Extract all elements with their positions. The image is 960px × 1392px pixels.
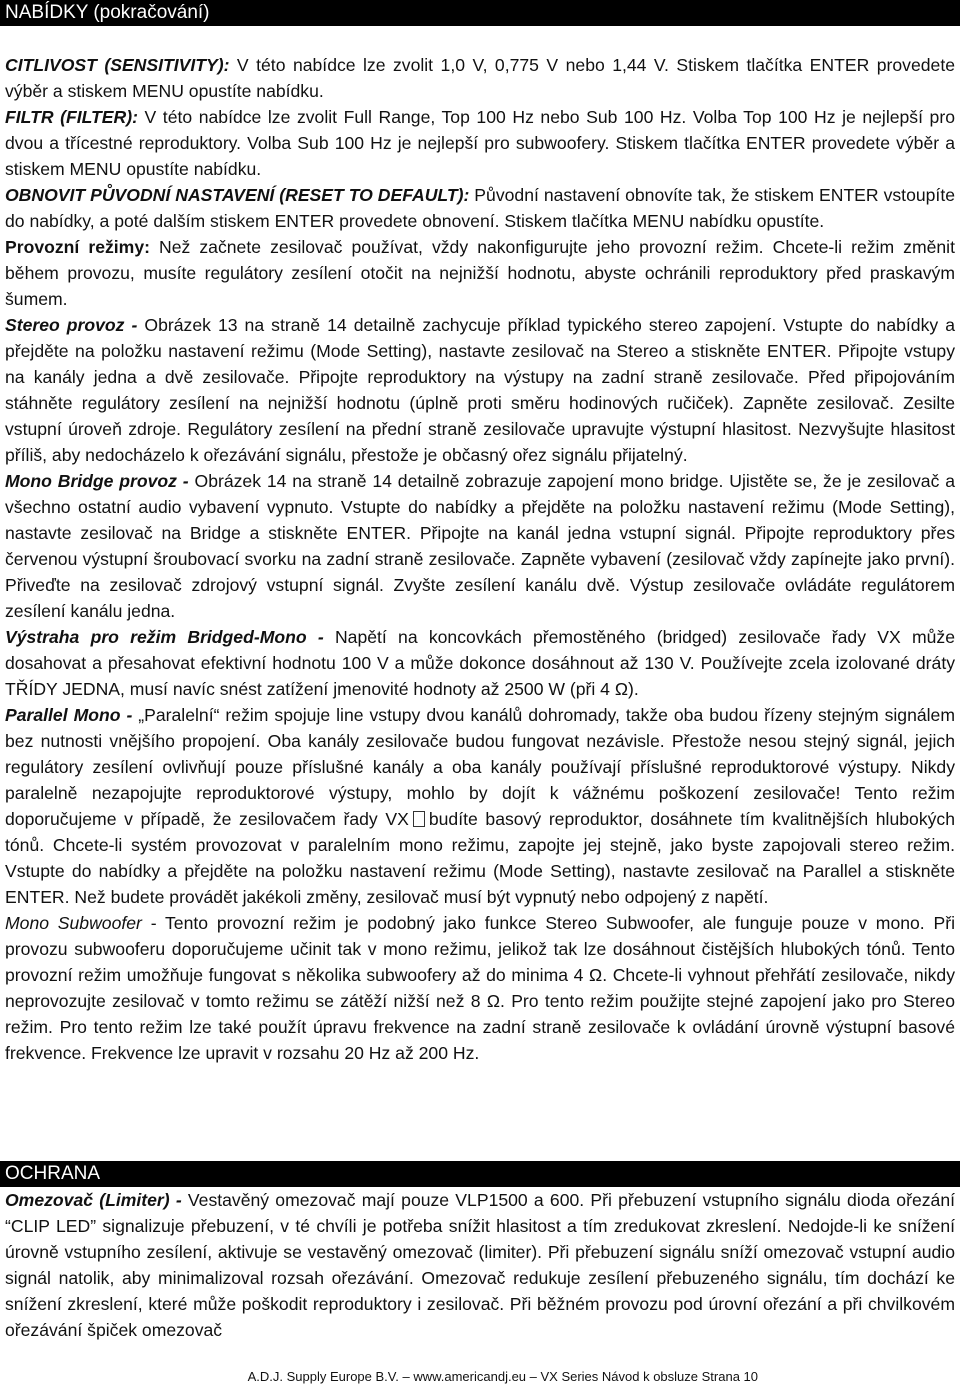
parallel-text-a: „Paralelní“ režim spojuje line vstupy dvou kanálů dohromady, takže oba budou řízeny stejným signálem bez nutnosti vnějšího propojení. Oba kanály zesilovače budou fungovat nezávisle. Přestože nesou stejný signál, jejich regulátory zesílení ovlivňují pouze příslušné kanály a oba kanály používají příslušné reproduktorové výstupy. Nikdy paralelně nezapojujte reproduktorové výstupy, mohlo by dojít k vážnému poškození zesilovače! Tento režim doporučujeme v případě, že zesilovačem řady VX [5, 705, 955, 829]
warning-label: Výstraha pro režim Bridged-Mono - [5, 627, 324, 647]
paragraph-sensitivity [5, 52, 955, 104]
limiter-text: Vestavěný omezovač mají pouze VLP1500 a 600. Při přebuzení vstupního signálu dioda ořezání “CLIP LED” signalizuje přebuzení, v té chvíli je potřeba snížit hlasitost a tím zredukovat zkreslení. Nedojde-li ke snížení úrovně vstupního zesílení, aktivuje se vestavěný omezovač (limiter). Při přebuzení signálu sníží omezovač vstupní audio signál natolik, aby minimalizoval rozsah ořezávání. Omezovač redukuje zesílení přebuzeného signálu, tím dochází ke snížení zkreslení, které může poškodit reproduktory i zesilovač. Při běžném provozu pod úrovní ořezání a při chvilkovém ořezávání špiček omezovač [5, 1190, 955, 1340]
warning-text: Napětí na koncovkách přemostěného (bridged) zesilovače řady VX může dosahovat a přesahovat efektivní hodnotu 100 V a může dokonce dosáhnout až 130 V. Používejte zcela izolované dráty TŘÍDY JEDNA, musí navíc snést zatížení jmenovité hodnoty až 2500 W (při 4 Ω). [5, 627, 955, 699]
paragraph-mono-subwoofer [5, 910, 955, 1066]
menus-body [5, 52, 955, 1066]
reset-label: OBNOVIT PŮVODNÍ NASTAVENÍ (RESET TO DEFAULT): [5, 185, 470, 205]
limiter-label: Omezovač (Limiter) - [5, 1190, 182, 1210]
paragraph-stereo [5, 312, 955, 468]
mono-bridge-label: Mono Bridge provoz - [5, 471, 189, 491]
page-footer [248, 1368, 758, 1386]
protection-body [5, 1187, 955, 1343]
section-title: NABÍDKY (pokračování) [5, 2, 210, 23]
modes-label: Provozní režimy: [5, 237, 150, 257]
stereo-label: Stereo provoz - [5, 315, 138, 335]
footer-text: A.D.J. Supply Europe B.V. – www.americandj.eu – VX Series Návod k obsluze Strana 10 [247, 1369, 758, 1384]
paragraph-limiter [5, 1187, 955, 1343]
paragraph-reset [5, 182, 955, 234]
stereo-text: Obrázek 13 na straně 14 detailně zachycuje příklad typického stereo zapojení. Vstupte do nabídky a přejděte na položku nastavení režimu (Mode Setting), nastavte zesilovač na Stereo a stiskněte ENTER. Připojte vstupy na kanály jedna a dvě zesilovače. Připojte reproduktory na výstupy na zadní straně zesilovače. Před připojováním stáhněte regulátory zesílení na nejnižší hodnotu (úplně proti směru hodinových ručiček). Zapněte zesilovač. Zesilte vstupní úroveň zdroje. Regulátory zesílení na přední straně zesilovače upravujte výstupní hlasitost. Nezvyšujte hlasitost příliš, aby nedocházelo k ořezávání signálu, přestože je občasný ořez signálu přijatelný. [5, 315, 955, 465]
section-header-protection [0, 1161, 960, 1187]
filter-label: FILTR (FILTER): [5, 107, 138, 127]
reset-text: Původní nastavení obnovíte tak, že stiskem ENTER vstoupíte do nabídky, a poté dalším stiskem ENTER provedete obnovení. Stiskem tlačítka MENU nabídku opustíte. [5, 185, 955, 231]
paragraph-filter [5, 104, 955, 182]
mono-sub-text: - Tento provozní režim je podobný jako funkce Stereo Subwoofer, ale funguje pouze v mono. Při provozu subwooferu doporučujeme učinit tak v mono režimu, jelikož tak lze dosáhnout čistějších hlubokých tónů. Tento provozní režim umožňuje fungovat s několika subwoofery až do minima 4 Ω. Chcete-li vyhnout přehřátí zesilovače, nikdy neprovozujte zesilovač v tomto režimu se zátěží nižší než 8 Ω. Pro tento režim použijte stejné zapojení jako pro Stereo režim. Pro tento režim lze také použít úpravu frekvence na zadní straně zesilovače k ovládání úrovně výstupní basové frekvence. Frekvence lze upravit v rozsahu 20 Hz až 200 Hz. [5, 913, 955, 1063]
paragraph-mono-bridge [5, 468, 955, 624]
mono-sub-label: Mono Subwoofer [5, 913, 142, 933]
paragraph-parallel [5, 702, 955, 910]
section-header-menus [0, 0, 960, 26]
paragraph-modes [5, 234, 955, 312]
filter-text: V této nabídce lze zvolit Full Range, Top 100 Hz nebo Sub 100 Hz. Volba Top 100 Hz je nejlepší pro dvou a třícestné reproduktory. Volba Sub 100 Hz je nejlepší pro subwoofery. Stiskem tlačítka ENTER provedete výběr a stiskem MENU opustíte nabídku. [5, 107, 955, 179]
paragraph-warning [5, 624, 955, 702]
sensitivity-label: CITLIVOST (SENSITIVITY): [5, 55, 230, 75]
parallel-text-b: budíte basový reproduktor, dosáhnete tím kvalitnějších hlubokých tónů. Chcete-li systém provozovat v paralelním mono režimu, zapojte jej stejně, jako byste zapojovali stereo režim. Vstupte do nabídky a přejděte na položku nastavení režimu (Mode Setting), nastavte zesilovač na Parallel a stiskněte ENTER. Než budete provádět jakékoli změny, zesilovač musí být vypnutý nebo odpojený z napětí. [5, 809, 955, 907]
mono-bridge-text: Obrázek 14 na straně 14 detailně zobrazuje zapojení mono bridge. Ujistěte se, že je zesilovač a všechno ostatní audio vybavení vypnuto. Vstupte do nabídky a přejděte na položku nastavení režimu (Mode Setting), nastavte zesilovač na Bridge a stiskněte ENTER. Připojte na kanál jedna vstupní signál. Připojte reproduktory přes červenou výstupní šroubovací svorku na zadní straně zesilovače. Zapněte vybavení (zesilovač vždy zapínejte jako první). Přiveďte na zesilovač zdrojový vstupní signál. Zvyšte zesílení kanálu dvě. Výstup zesilovače ovládáte regulátorem zesílení kanálu jedna. [5, 471, 955, 621]
section-title: OCHRANA [5, 1163, 101, 1184]
missing-glyph-box [413, 811, 425, 827]
parallel-label: Parallel Mono - [5, 705, 133, 725]
modes-text: Než začnete zesilovač používat, vždy nakonfigurujte jeho provozní režim. Chcete-li režim změnit během provozu, musíte regulátory zesílení otočit na nejnižší hodnotu, abyste ochránili reproduktory před praskavým šumem. [5, 237, 955, 309]
sensitivity-text: V této nabídce lze zvolit 1,0 V, 0,775 V nebo 1,44 V. Stiskem tlačítka ENTER provedete výběr a stiskem MENU opustíte nabídku. [5, 55, 955, 101]
